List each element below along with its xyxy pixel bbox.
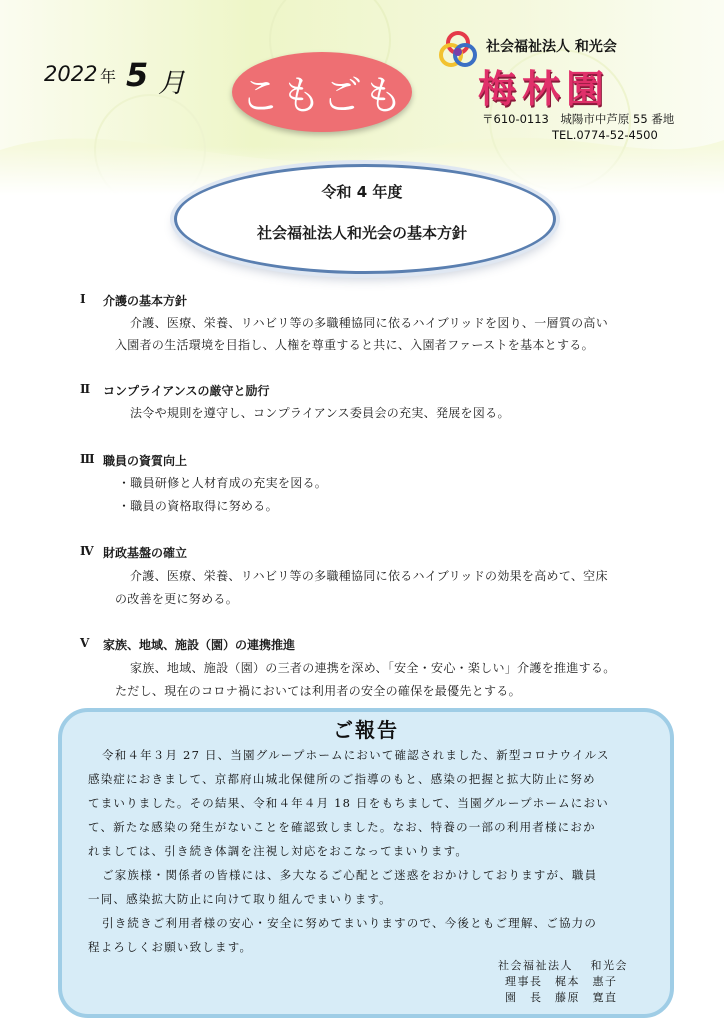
section-5-line-1: 家族、地域、施設（園）の三者の連携を深め、「安全・安心・楽しい」介護を推進する。 (130, 661, 616, 675)
postal-address: 〒610-0113 城陽市中芦原 55 番地 (482, 112, 675, 126)
section-3-line-2: ・職員の資格取得に努める。 (118, 499, 278, 513)
corporation-name: 社会福祉法人 和光会 (486, 39, 617, 55)
section-5-number: Ⅴ (80, 636, 90, 650)
report-line-7: 一同、感染拡大防止に向けて取り組んでまいります。 (88, 892, 392, 906)
section-1-heading: 介護の基本方針 (103, 294, 188, 308)
section-3-heading: 職員の資質向上 (103, 454, 188, 468)
section-4-heading: 財政基盤の確立 (103, 546, 188, 560)
report-line-1: 令和４年３月 27 日、当園グループホームにおいて確認されました、新型コロナウイルス (102, 748, 610, 762)
report-line-6: ご家族様・関係者の皆様には、多大なるご心配とご迷惑をおかけしておりますが、職員 (102, 868, 598, 882)
newsletter-title-badge (232, 52, 412, 132)
facility-name: 梅林園 (478, 67, 611, 111)
signature-chairperson: 理事長 梶本 惠子 (505, 975, 618, 988)
organization-logo-icon (438, 30, 478, 70)
telephone-number: TEL.0774-52-4500 (552, 128, 658, 142)
report-line-9: 程よろしくお願い致します。 (88, 940, 253, 954)
section-4-line-2: の改善を更に努める。 (115, 592, 239, 606)
section-4-line-1: 介護、医療、栄養、リハビリ等の多職種協同に依るハイブリッドの効果を高めて、空床 (130, 569, 608, 583)
section-1-line-1: 介護、医療、栄養、リハビリ等の多職種協同に依るハイブリッドを図り、一層質の高い (130, 316, 609, 330)
section-2-line-1: 法令や規則を遵守し、コンプライアンス委員会の充実、発展を図る。 (130, 406, 510, 420)
section-2-number: Ⅱ (80, 382, 91, 396)
report-title: ご報告 (333, 718, 399, 742)
report-line-8: 引き続きご利用者様の安心・安全に努めてまいりますので、今後ともご理解、ご協力の (102, 916, 598, 930)
title-fiscal-year: 令和 4 年度 (321, 183, 403, 201)
signature-director: 園 長 藤原 寛直 (505, 991, 618, 1004)
issue-year-suffix: 年 (100, 67, 117, 86)
section-1-number: Ⅰ (80, 292, 86, 306)
newsletter-title: こもごも (240, 72, 404, 119)
section-5-line-2: ただし、現在のコロナ禍においては利用者の安全の確保を最優先とする。 (115, 684, 521, 698)
section-3-number: Ⅲ (80, 452, 95, 466)
signature-corporation: 社会福祉法人 和光会 (498, 959, 628, 972)
issue-month: 5 (126, 56, 149, 94)
section-3-line-1: ・職員研修と人材育成の充実を図る。 (118, 476, 328, 490)
issue-month-suffix: 月 (158, 68, 185, 99)
section-2-heading: コンプライアンスの厳守と励行 (103, 384, 270, 398)
section-4-number: Ⅳ (80, 544, 94, 558)
report-line-2: 感染症におきまして、京都府山城北保健所のご指導のもと、感染の把握と拡大防止に努め (88, 772, 596, 786)
title-policy: 社会福祉法人和光会の基本方針 (256, 224, 467, 242)
report-line-4: て、新たな感染の発生がないことを確認致しました。なお、特養の一部の利用者様におか (88, 820, 596, 834)
report-line-5: れましては、引き続き体調を注視し対応をおこなってまいります。 (88, 844, 469, 858)
section-1-line-2: 入園者の生活環境を目指し、人権を尊重すると共に、入園者ファーストを基本とする。 (115, 338, 594, 352)
report-line-3: てまいりました。その結果、令和４年４月 18 日をもちまして、当園グループホームにおい (88, 796, 609, 810)
issue-year: 2022 (44, 62, 98, 86)
section-5-heading: 家族、地域、施設（園）の連携推進 (103, 638, 296, 652)
